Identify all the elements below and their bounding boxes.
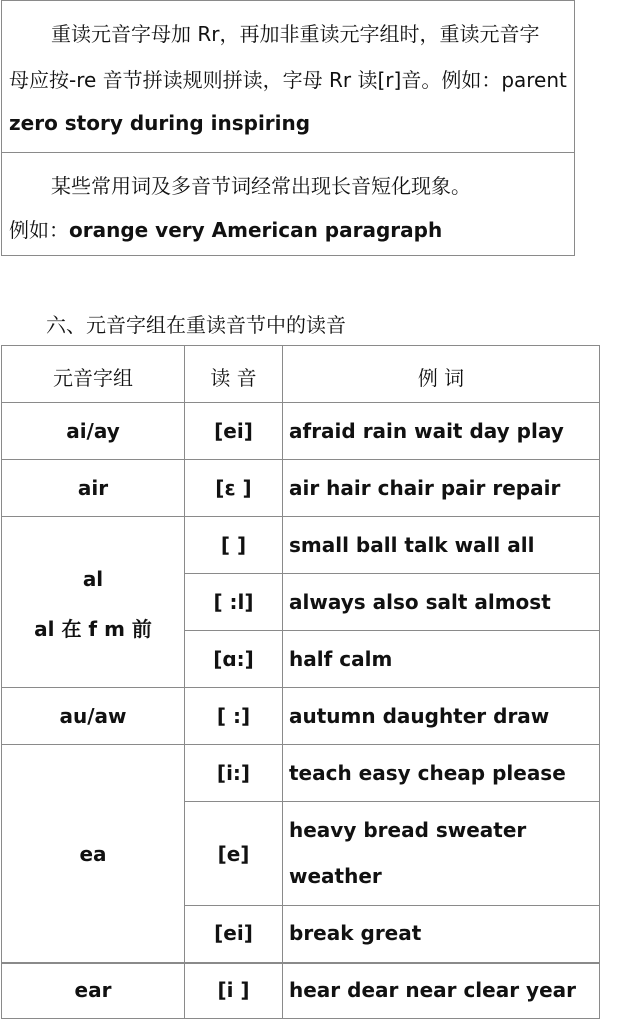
sound-ea-3: [ei] <box>214 921 253 945</box>
rule1-line3: zero story during inspiring <box>9 111 311 135</box>
rule1-line1: 重读元音字母加 Rr，再加非重读元字组时，重读元音字 <box>51 22 540 46</box>
section-heading: 六、元音字组在重读音节中的读音 <box>46 313 346 337</box>
words-al-2: always also salt almost <box>289 590 551 614</box>
group-ea: ea <box>79 842 107 866</box>
rule1-line2: 母应按-re 音节拼读规则拼读，字母 Rr 读[r]音。例如：parent <box>9 68 567 92</box>
header-example-words: 例 词 <box>417 366 465 390</box>
group-ai-ay: ai/ay <box>66 419 120 443</box>
sound-au-aw: [ :] <box>216 704 251 728</box>
sound-air: [ε ] <box>215 476 252 500</box>
group-ear: ear <box>74 978 112 1002</box>
rule2-line1: 某些常用词及多音节词经常出现长音短化现象。 <box>51 174 471 198</box>
sound-al-1: [ ] <box>220 533 247 557</box>
sound-ea-2: [e] <box>217 842 250 866</box>
words-au-aw: autumn daughter draw <box>289 704 550 728</box>
sound-al-2: [ :l] <box>213 590 254 614</box>
words-al-3: half calm <box>289 647 393 671</box>
words-al-1: small ball talk wall all <box>289 533 535 557</box>
rule2-line2 <box>9 214 442 243</box>
sound-ea-1: [i:] <box>216 761 251 785</box>
sound-ear: [i ] <box>217 978 250 1002</box>
rule2-example-prefix: 例如： <box>9 218 69 242</box>
words-ea-2-line2: weather <box>289 864 382 888</box>
words-air: air hair chair pair repair <box>289 476 561 500</box>
header-vowel-group: 元音字组 <box>53 366 133 390</box>
sound-ai-ay: [ei] <box>214 419 253 443</box>
words-ea-1: teach easy cheap please <box>289 761 566 785</box>
words-ai-ay: afraid rain wait day play <box>289 419 564 443</box>
group-air: air <box>77 476 109 500</box>
words-ea-3: break great <box>289 921 422 945</box>
words-ear: hear dear near clear year <box>289 978 577 1002</box>
rule2-example-words: orange very American paragraph <box>69 218 443 242</box>
group-al-before-f-m: al 在 f m 前 <box>34 617 152 641</box>
group-au-aw: au/aw <box>59 704 127 728</box>
group-al: al <box>82 567 104 591</box>
sound-al-3: [ɑ:] <box>213 647 254 671</box>
header-pronunciation: 读 音 <box>210 366 257 390</box>
words-ea-2-line1: heavy bread sweater <box>289 818 527 842</box>
